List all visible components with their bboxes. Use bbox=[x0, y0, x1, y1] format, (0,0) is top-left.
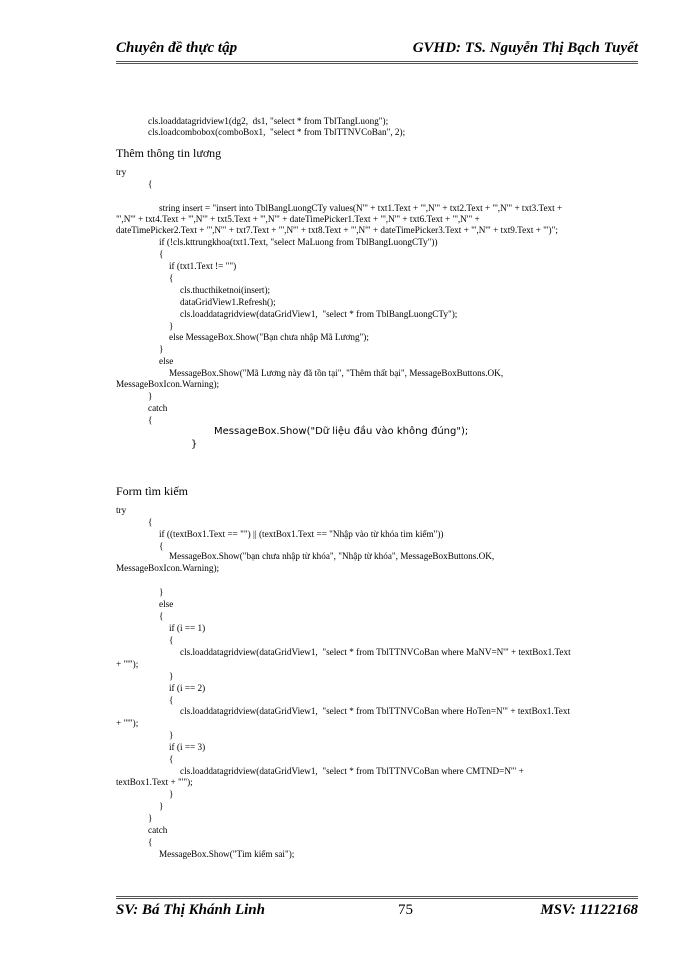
code-line: } bbox=[169, 321, 174, 331]
code-line: { bbox=[159, 541, 164, 551]
section-heading-search-form: Form tìm kiếm bbox=[116, 484, 188, 498]
code-line: } bbox=[169, 789, 174, 799]
section-heading-add-salary: Thêm thông tin lương bbox=[116, 146, 222, 160]
footer-student-name: SV: Bá Thị Khánh Linh bbox=[116, 902, 265, 918]
code-line: } bbox=[148, 813, 153, 823]
code-line: { bbox=[159, 611, 164, 621]
header-left-title: Chuyên đề thực tập bbox=[116, 40, 238, 56]
code-line: if (!cls.kttrungkhoa(txt1.Text, "select MaLuong from TblBangLuongCTy")) bbox=[159, 237, 438, 247]
header-right-advisor: GVHD: TS. Nguyễn Thị Bạch Tuyết bbox=[412, 40, 638, 56]
code-line: else MessageBox.Show("Bạn chưa nhập Mã Lương"); bbox=[169, 332, 369, 342]
code-line: { bbox=[159, 249, 164, 259]
code-line: } bbox=[159, 344, 164, 354]
code-line: + "'"); bbox=[116, 659, 139, 669]
code-line: } bbox=[159, 587, 164, 597]
code-line: } bbox=[148, 391, 153, 401]
code-line: dateTimePicker2.Text + "',N'" + txt7.Text + "',N'" + txt8.Text + "',N'" + dateTimePicker3.Text + "',N'" + txt9.Text + "')"; bbox=[116, 225, 558, 235]
code-line: cls.loaddatagridview1(dg2, ds1, "select * from TblTangLuong"); bbox=[148, 116, 389, 126]
code-line: string insert = "insert into TblBangLuongCTy values(N'" + txt1.Text + "',N'" + txt2.Text + "',N'" + txt3.Text + bbox=[159, 203, 563, 213]
code-line: } bbox=[169, 730, 174, 740]
code-line: "',N'" + txt4.Text + "',N'" + txt5.Text + "',N'" + dateTimePicker1.Text + "',N'" + txt6.Text + "',N'" + bbox=[116, 214, 480, 224]
code-line: { bbox=[169, 635, 174, 645]
code-line: MessageBoxIcon.Warning); bbox=[116, 379, 220, 389]
code-line: if (txt1.Text != "") bbox=[169, 261, 237, 271]
code-line: try bbox=[116, 167, 127, 177]
code-line: } bbox=[159, 801, 164, 811]
code-line: cls.loaddatagridview(dataGridView1, "select * from TblTTNVCoBan where HoTen=N'" + textBox1.Text bbox=[180, 706, 571, 716]
code-line: MessageBox.Show("Mã Lương này đã tồn tại", "Thêm thất bại", MessageBoxButtons.OK, bbox=[169, 368, 504, 378]
code-line: cls.thucthiketnoi(insert); bbox=[180, 285, 271, 295]
code-line: cls.loaddatagridview(dataGridView1, "select * from TblTTNVCoBan where MaNV=N'" + textBox1.Text bbox=[180, 647, 571, 657]
code-line: { bbox=[148, 837, 153, 847]
code-line: { bbox=[169, 754, 174, 764]
page-number: 75 bbox=[398, 902, 413, 918]
header-rule bbox=[116, 61, 638, 64]
code-line: cls.loadcombobox(comboBox1, "select * from TblTTNVCoBan", 2); bbox=[148, 127, 406, 137]
code-line: if (i == 1) bbox=[169, 623, 206, 633]
code-line: cls.loaddatagridview(dataGridView1, "select * from TblBangLuongCTy"); bbox=[180, 309, 458, 319]
code-line: if ((textBox1.Text == "") || (textBox1.Text == "Nhập vào từ khóa tìm kiếm")) bbox=[159, 529, 444, 539]
code-line: catch bbox=[148, 825, 168, 835]
code-line: cls.loaddatagridview(dataGridView1, "select * from TblTTNVCoBan where CMTND=N'" + bbox=[180, 766, 524, 776]
code-line: catch bbox=[148, 403, 168, 413]
code-line: { bbox=[148, 179, 153, 189]
code-line: else bbox=[159, 599, 174, 609]
code-line: dataGridView1.Refresh(); bbox=[180, 297, 276, 307]
code-line: if (i == 3) bbox=[169, 742, 206, 752]
code-line: MessageBox.Show("bạn chưa nhập từ khóa", "Nhập từ khóa", MessageBoxButtons.OK, bbox=[169, 551, 495, 561]
footer-rule bbox=[116, 896, 638, 899]
code-line: textBox1.Text + "'"); bbox=[116, 777, 193, 787]
code-line: { bbox=[169, 695, 174, 705]
code-line: { bbox=[169, 273, 174, 283]
code-line-mono: } bbox=[191, 439, 198, 450]
code-line: + "'"); bbox=[116, 718, 139, 728]
code-line: try bbox=[116, 505, 127, 515]
footer-student-id: MSV: 11122168 bbox=[540, 902, 638, 918]
code-line: { bbox=[148, 517, 153, 527]
code-line: } bbox=[169, 671, 174, 681]
code-line: else bbox=[159, 356, 174, 366]
code-line: if (i == 2) bbox=[169, 683, 206, 693]
code-line: MessageBox.Show("Tìm kiếm sai"); bbox=[159, 849, 295, 859]
code-line-mono: MessageBox.Show("Dữ liệu đầu vào không đúng"); bbox=[214, 426, 469, 437]
code-line: MessageBoxIcon.Warning); bbox=[116, 563, 220, 573]
code-line: { bbox=[148, 415, 153, 425]
